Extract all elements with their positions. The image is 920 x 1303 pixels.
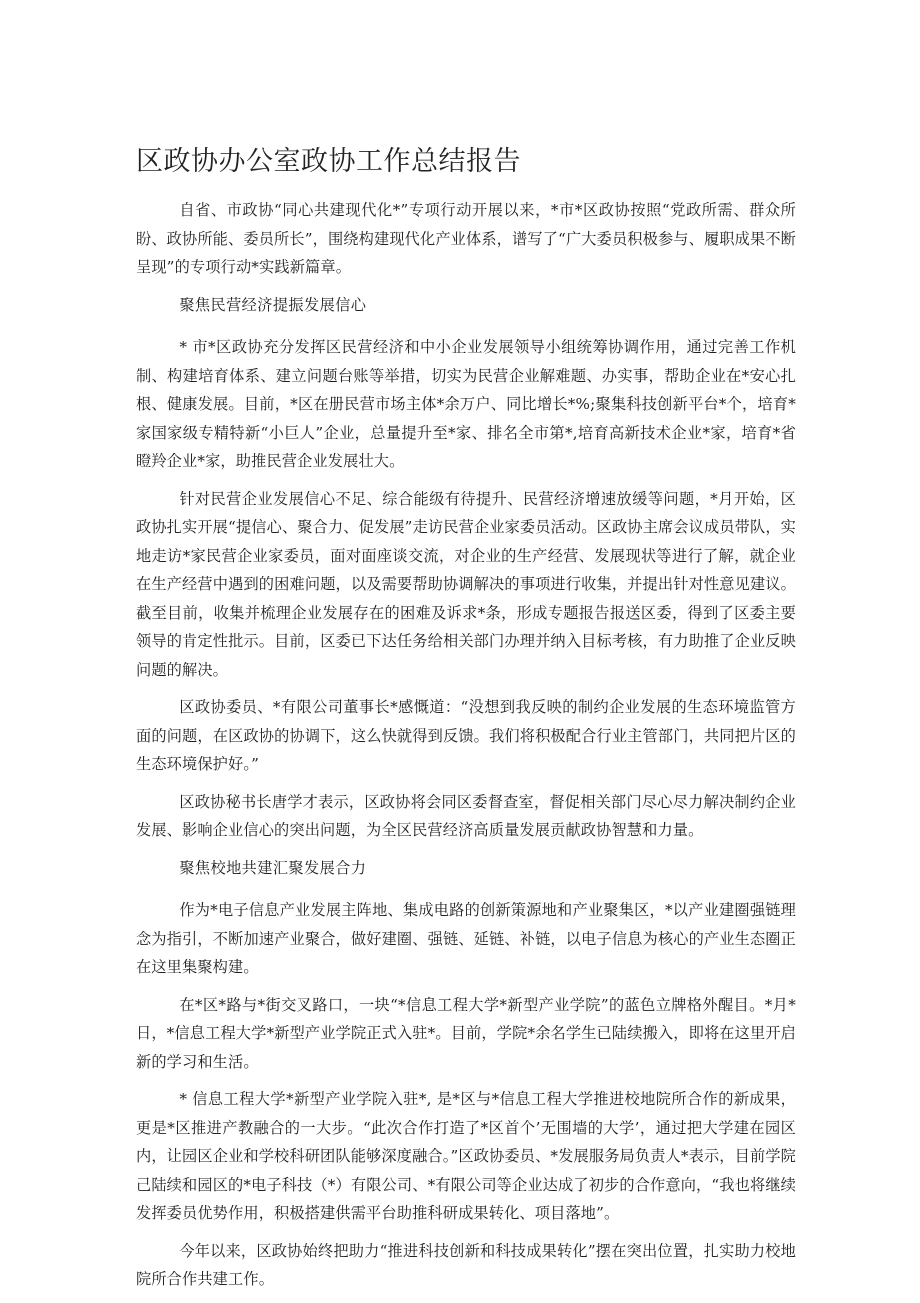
intro-paragraph: 自省、市政协“同心共建现代化*”专项行动开展以来，*市*区政协按照“党政所需、群众所盼、政协所能、委员所长”，围绕构建现代化产业体系，谱写了“广大委员积极参与、履职成果不断呈现”的专项行动*实践新篇章。: [136, 201, 797, 276]
section-heading-school-local: 聚焦校地共建汇聚发展合力: [179, 858, 367, 877]
body-paragraph: 在*区*路与*街交叉路口，一块“*信息工程大学*新型产业学院”的蓝色立牌格外醒目。*月*日，*信息工程大学*新型产业学院正式入驻*。目前，学院*余名学生已陆续搬入，即将在这里开启新的学习和生活。: [136, 995, 796, 1071]
body-paragraph: 针对民营企业发展信心不足、综合能级有待提升、民营经济增速放缓等问题，*月开始，区政协扎实开展“提信心、聚合力、促发展”走访民营企业家委员活动。区政协主席会议成员带队，实地走访*家民营企业家委员，面对面座谈交流，对企业的生产经营、发展现状等进行了解，就企业在生产经营中遇到的困难问题，以及需要帮助协调解决的事项进行收集，并提出针对性意见建议。截至目前，收集并梳理企业发展存在的困难及诉求*条，形成专题报告报送区委，得到了区委主要领导的肯定性批示。目前，区委已下达任务给相关部门办理并纳入目标考核，有力助推了企业反映问题的解决。: [136, 489, 797, 679]
body-paragraph: 作为*电子信息产业发展主阵地、集成电路的创新策源地和产业聚集区，*以产业建圈强链理念为指引，不断加速产业聚合，做好建圈、强链、延链、补链，以电子信息为核心的产业生态圈正在这里集聚构建。: [136, 901, 796, 976]
body-paragraph: 今年以来，区政协始终把助力“推进科技创新和科技成果转化”摆在突出位置，扎实助力校地院所合作共建工作。: [136, 1241, 796, 1288]
document-title: 区政协办公室政协工作总结报告: [136, 146, 521, 177]
section-heading-private-economy: 聚焦民营经济提振发展信心: [179, 295, 367, 314]
body-paragraph: 区政协秘书长唐学才表示，区政协将会同区委督查室，督促相关部门尽心尽力解决制约企业发展、影响企业信心的突出问题，为全区民营经济高质量发展贡献政协智慧和力量。: [136, 792, 796, 839]
body-paragraph: 区政协委员、*有限公司董事长*感慨道：“没想到我反映的制约企业发展的生态环境监管方面的问题，在区政协的协调下，这么快就得到反馈。我们将积极配合行业主管部门，共同把片区的生态环境保护好。”: [136, 698, 796, 773]
document-body: [136, 196, 796, 1303]
body-paragraph: * 市*区政协充分发挥区民营经济和中小企业发展领导小组统筹协调作用，通过完善工作机制、构建培育体系、建立问题台账等举措，切实为民营企业解难题、办实事，帮助企业在*安心扎根、健康发展。目前，*区在册民营市场主体*余万户、同比增长*%;聚集科技创新平台*个，培育*家国家级专精特新“小巨人”企业，总量提升至*家、排名全市第*,培育高新技术企业*家，培育*省瞪羚企业*家，助推民营企业发展壮大。: [136, 338, 796, 470]
body-paragraph: * 信息工程大学*新型产业学院入驻*, 是*区与*信息工程大学推进校地院所合作的新成果，更是*区推进产教融合的一大步。“此次合作打造了*区首个’无围墙的大学’，通过把大学建在园区内，让园区企业和学校科研团队能够深度融合。”区政协委员、*发展服务局负责人*表示，目前学院己陆续和园区的*电子科技（*）有限公司、*有限公司等企业达成了初步的合作意向，“我也将继续发挥委员优势作用，积极搭建供需平台助推科研成果转化、项目落地”。: [136, 1090, 796, 1222]
